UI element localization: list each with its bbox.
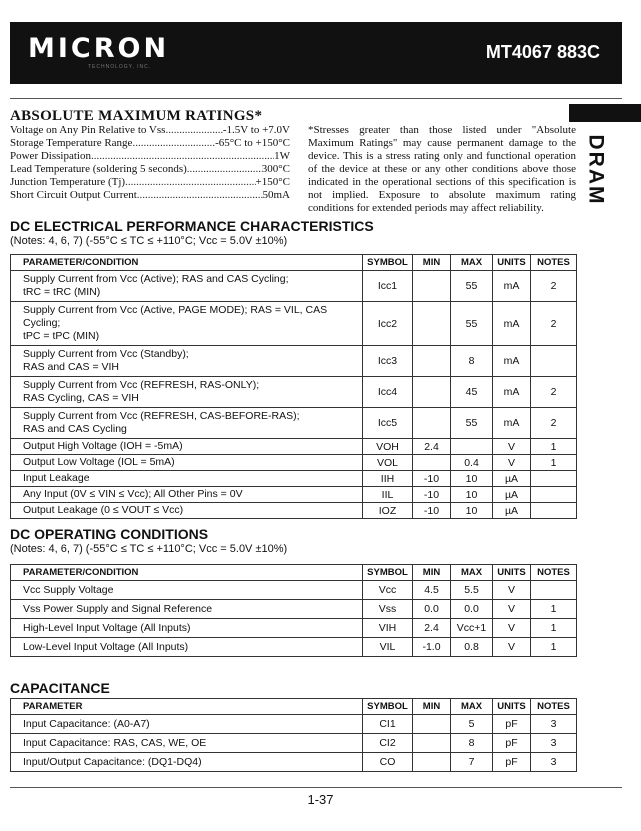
- max-cell: 5: [451, 715, 493, 734]
- notes-cell: 1: [531, 619, 577, 638]
- abs-max-row: [10, 124, 290, 137]
- column-header: MIN: [413, 565, 451, 581]
- column-header: PARAMETER: [11, 699, 363, 715]
- units-cell: V: [493, 619, 531, 638]
- notes-cell: [531, 487, 577, 503]
- min-cell: -10: [413, 487, 451, 503]
- parameter-cell: Vcc Supply Voltage: [11, 581, 363, 600]
- parameter-line: Input Leakage: [23, 472, 90, 484]
- notes-cell: 3: [531, 734, 577, 753]
- sym-cell: Icc4: [363, 377, 413, 408]
- rating-value: +150°C: [255, 176, 290, 188]
- parameter-line: tRC = tRC (MIN): [23, 286, 101, 298]
- table-row: [11, 753, 577, 772]
- dc-oper-title: DC OPERATING CONDITIONS: [10, 526, 209, 542]
- column-header: SYMBOL: [363, 699, 413, 715]
- table-row: [11, 619, 577, 638]
- capacitance-table: [10, 698, 577, 772]
- table-row: [11, 503, 577, 519]
- column-header: MIN: [413, 255, 451, 271]
- table-row: [11, 346, 577, 377]
- rating-value: -65°C to +150°C: [215, 137, 290, 149]
- parameter-cell: Low-Level Input Voltage (All Inputs): [11, 638, 363, 657]
- min-cell: [413, 408, 451, 439]
- rating-label: Junction Temperature (Tj): [10, 176, 126, 188]
- abs-max-title: ABSOLUTE MAXIMUM RATINGS*: [10, 108, 263, 124]
- max-cell: 0.0: [451, 600, 493, 619]
- parameter-line: Supply Current from Vcc (REFRESH, CAS-BEFORE-RAS);: [23, 410, 300, 422]
- section-tab-label: DRAM: [584, 134, 608, 206]
- stress-note: *Stresses greater than those listed under "Absolute Maximum Ratings" may cause permanent damage to the device. This is a stress rating only and functional operation of the device at these or any other conditions above those indicated in the operational sections of this specification is not implied. Exposure to absolute maximum rating conditions for extended periods may affect reliability.: [308, 124, 576, 214]
- units-cell: mA: [493, 271, 531, 302]
- parameter-cell: [11, 408, 363, 439]
- part-number: MT4067 883C: [485, 42, 600, 62]
- min-cell: [413, 715, 451, 734]
- notes-cell: 2: [531, 302, 577, 346]
- parameter-cell: [11, 271, 363, 302]
- sym-cell: Icc5: [363, 408, 413, 439]
- logo-subtitle: TECHNOLOGY, INC.: [88, 64, 152, 70]
- max-cell: [451, 439, 493, 455]
- abs-max-row: [10, 163, 290, 176]
- dc-elec-table: [10, 254, 577, 519]
- units-cell: V: [493, 439, 531, 455]
- dc-oper-table: [10, 564, 577, 657]
- max-cell: 5.5: [451, 581, 493, 600]
- parameter-cell: [11, 455, 363, 471]
- min-cell: 0.0: [413, 600, 451, 619]
- table-row: [11, 302, 577, 346]
- min-cell: -10: [413, 503, 451, 519]
- notes-cell: 1: [531, 455, 577, 471]
- abs-max-list: [10, 124, 290, 202]
- sym-cell: CO: [363, 753, 413, 772]
- notes-cell: 1: [531, 439, 577, 455]
- notes-cell: [531, 471, 577, 487]
- column-header: MAX: [451, 255, 493, 271]
- parameter-line: Output Leakage (0 ≤ VOUT ≤ Vcc): [23, 504, 184, 516]
- micron-logo: MICRON: [28, 33, 170, 64]
- column-header: SYMBOL: [363, 255, 413, 271]
- table-row: [11, 455, 577, 471]
- column-header: SYMBOL: [363, 565, 413, 581]
- max-cell: 10: [451, 471, 493, 487]
- table-row: [11, 377, 577, 408]
- max-cell: 55: [451, 271, 493, 302]
- divider: [10, 98, 622, 99]
- parameter-cell: High-Level Input Voltage (All Inputs): [11, 619, 363, 638]
- min-cell: [413, 271, 451, 302]
- notes-cell: 3: [531, 715, 577, 734]
- min-cell: 2.4: [413, 619, 451, 638]
- parameter-line: tPC = tPC (MIN): [23, 330, 100, 342]
- parameter-line: RAS Cycling, CAS = VIH: [23, 392, 139, 404]
- abs-max-row: [10, 176, 290, 189]
- notes-cell: 1: [531, 638, 577, 657]
- column-header: MIN: [413, 699, 451, 715]
- units-cell: mA: [493, 302, 531, 346]
- parameter-line: Any Input (0V ≤ VIN ≤ Vcc); All Other Pins = 0V: [23, 488, 243, 500]
- units-cell: pF: [493, 753, 531, 772]
- page-header: [10, 22, 622, 84]
- parameter-cell: [11, 302, 363, 346]
- table-row: [11, 715, 577, 734]
- column-header: PARAMETER/CONDITION: [11, 565, 363, 581]
- parameter-cell: [11, 346, 363, 377]
- leader-dots: [165, 124, 222, 137]
- section-tab-marker: [569, 104, 641, 122]
- units-cell: µA: [493, 503, 531, 519]
- rating-value: -1.5V to +7.0V: [222, 124, 290, 136]
- max-cell: 10: [451, 487, 493, 503]
- sym-cell: IIH: [363, 471, 413, 487]
- units-cell: V: [493, 581, 531, 600]
- rating-label: Storage Temperature Range: [10, 137, 133, 149]
- notes-cell: 2: [531, 408, 577, 439]
- column-header: NOTES: [531, 699, 577, 715]
- parameter-cell: Input/Output Capacitance: (DQ1-DQ4): [11, 753, 363, 772]
- max-cell: 45: [451, 377, 493, 408]
- parameter-line: RAS and CAS = VIH: [23, 361, 120, 373]
- sym-cell: Icc1: [363, 271, 413, 302]
- abs-max-row: [10, 150, 290, 163]
- notes-cell: [531, 581, 577, 600]
- parameter-cell: [11, 487, 363, 503]
- parameter-line: RAS and CAS Cycling: [23, 423, 127, 435]
- rating-label: Voltage on Any Pin Relative to Vss: [10, 124, 166, 136]
- parameter-line: Supply Current from Vcc (REFRESH, RAS-ONLY);: [23, 379, 260, 391]
- table-row: [11, 408, 577, 439]
- parameter-cell: Vss Power Supply and Signal Reference: [11, 600, 363, 619]
- units-cell: pF: [493, 715, 531, 734]
- min-cell: [413, 346, 451, 377]
- table-row: [11, 271, 577, 302]
- table-row: [11, 638, 577, 657]
- notes-cell: 3: [531, 753, 577, 772]
- column-header: UNITS: [493, 699, 531, 715]
- sym-cell: VOH: [363, 439, 413, 455]
- dc-elec-notes: (Notes: 4, 6, 7) (-55°C ≤ TC ≤ +110°C; Vcc = 5.0V ±10%): [10, 235, 288, 247]
- leader-dots: [91, 150, 274, 163]
- units-cell: V: [493, 455, 531, 471]
- max-cell: 55: [451, 408, 493, 439]
- table-header-row: [11, 565, 577, 581]
- notes-cell: [531, 503, 577, 519]
- leader-dots: [137, 189, 263, 202]
- table-header-row: [11, 255, 577, 271]
- parameter-line: Supply Current from Vcc (Active, PAGE MODE); RAS = VIL, CAS Cycling;: [23, 304, 328, 329]
- units-cell: mA: [493, 408, 531, 439]
- sym-cell: Icc2: [363, 302, 413, 346]
- leader-dots: [132, 137, 215, 150]
- footer-divider: [10, 787, 622, 788]
- units-cell: V: [493, 638, 531, 657]
- rating-value: 300°C: [261, 163, 290, 175]
- column-header: NOTES: [531, 255, 577, 271]
- sym-cell: Icc3: [363, 346, 413, 377]
- page-number: 1-37: [307, 792, 334, 807]
- max-cell: 8: [451, 346, 493, 377]
- max-cell: 55: [451, 302, 493, 346]
- sym-cell: IIL: [363, 487, 413, 503]
- sym-cell: Vcc: [363, 581, 413, 600]
- parameter-cell: Input Capacitance: (A0-A7): [11, 715, 363, 734]
- parameter-cell: [11, 503, 363, 519]
- rating-value: 1W: [274, 150, 290, 162]
- table-row: [11, 471, 577, 487]
- column-header: UNITS: [493, 255, 531, 271]
- units-cell: µA: [493, 487, 531, 503]
- min-cell: -10: [413, 471, 451, 487]
- rating-label: Power Dissipation: [10, 150, 91, 162]
- units-cell: µA: [493, 471, 531, 487]
- max-cell: 10: [451, 503, 493, 519]
- parameter-line: Supply Current from Vcc (Active); RAS and CAS Cycling;: [23, 273, 289, 285]
- min-cell: [413, 753, 451, 772]
- column-header: MAX: [451, 565, 493, 581]
- notes-cell: 2: [531, 271, 577, 302]
- sym-cell: IOZ: [363, 503, 413, 519]
- parameter-cell: Input Capacitance: RAS, CAS, WE, OE: [11, 734, 363, 753]
- sym-cell: VOL: [363, 455, 413, 471]
- min-cell: [413, 377, 451, 408]
- table-row: [11, 439, 577, 455]
- sym-cell: VIH: [363, 619, 413, 638]
- units-cell: pF: [493, 734, 531, 753]
- leader-dots: [187, 163, 262, 176]
- min-cell: -1.0: [413, 638, 451, 657]
- leader-dots: [125, 176, 255, 189]
- rating-label: Lead Temperature (soldering 5 seconds): [10, 163, 187, 175]
- units-cell: V: [493, 600, 531, 619]
- max-cell: 0.4: [451, 455, 493, 471]
- column-header: MAX: [451, 699, 493, 715]
- abs-max-row: [10, 137, 290, 150]
- parameter-cell: [11, 471, 363, 487]
- column-header: NOTES: [531, 565, 577, 581]
- min-cell: 4.5: [413, 581, 451, 600]
- dc-oper-notes: (Notes: 4, 6, 7) (-55°C ≤ TC ≤ +110°C; Vcc = 5.0V ±10%): [10, 543, 288, 555]
- abs-max-row: [10, 189, 290, 202]
- table-header-row: [11, 699, 577, 715]
- parameter-line: Output High Voltage (IOH = -5mA): [23, 440, 183, 452]
- rating-label: Short Circuit Output Current: [10, 189, 137, 201]
- sym-cell: CI2: [363, 734, 413, 753]
- table-row: [11, 581, 577, 600]
- min-cell: [413, 734, 451, 753]
- notes-cell: 1: [531, 600, 577, 619]
- max-cell: 7: [451, 753, 493, 772]
- rating-value: 50mA: [262, 189, 290, 201]
- table-row: [11, 487, 577, 503]
- sym-cell: VIL: [363, 638, 413, 657]
- parameter-cell: [11, 377, 363, 408]
- sym-cell: Vss: [363, 600, 413, 619]
- max-cell: 0.8: [451, 638, 493, 657]
- min-cell: 2.4: [413, 439, 451, 455]
- max-cell: 8: [451, 734, 493, 753]
- parameter-cell: [11, 439, 363, 455]
- units-cell: mA: [493, 377, 531, 408]
- min-cell: [413, 302, 451, 346]
- notes-cell: 2: [531, 377, 577, 408]
- min-cell: [413, 455, 451, 471]
- column-header: PARAMETER/CONDITION: [11, 255, 363, 271]
- capacitance-title: CAPACITANCE: [10, 680, 110, 696]
- parameter-line: Supply Current from Vcc (Standby);: [23, 348, 189, 360]
- dc-elec-title: DC ELECTRICAL PERFORMANCE CHARACTERISTICS: [10, 218, 374, 234]
- sym-cell: CI1: [363, 715, 413, 734]
- notes-cell: [531, 346, 577, 377]
- table-row: [11, 600, 577, 619]
- parameter-line: Output Low Voltage (IOL = 5mA): [23, 456, 175, 468]
- table-row: [11, 734, 577, 753]
- units-cell: mA: [493, 346, 531, 377]
- max-cell: Vcc+1: [451, 619, 493, 638]
- column-header: UNITS: [493, 565, 531, 581]
